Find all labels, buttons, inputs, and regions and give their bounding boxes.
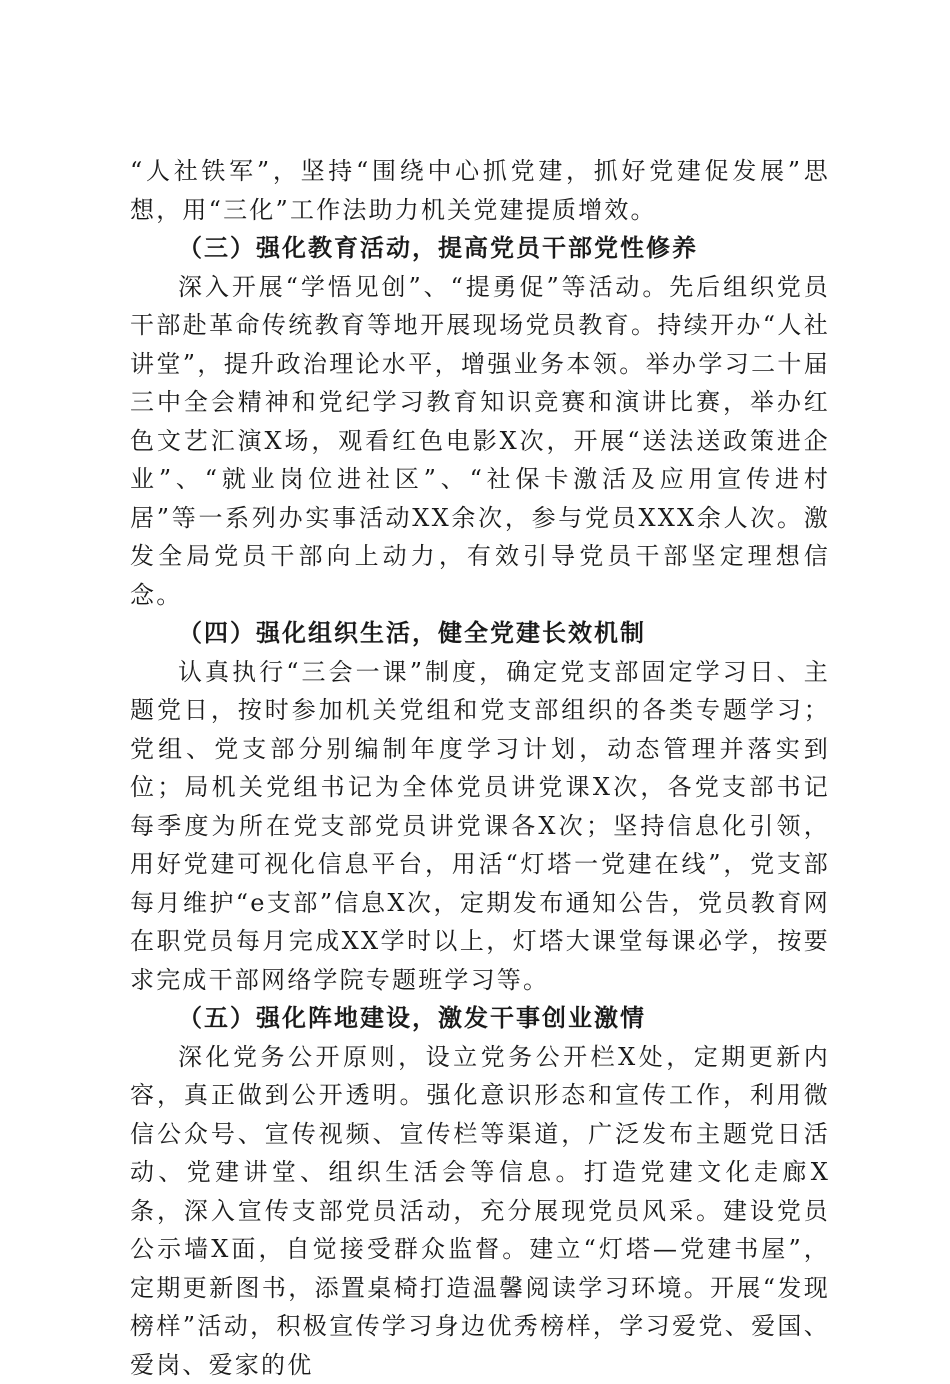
- document-body: [130, 152, 830, 1384]
- section-heading-3: （三）强化教育活动，提高党员干部党性修养: [130, 229, 830, 268]
- paragraph-education-activities: 深入开展“学悟见创”、“提勇促”等活动。先后组织党员干部赴革命传统教育等地开展现场党员教育。持续开办“人社讲堂”，提升政治理论水平，增强业务本领。举办学习二十届三中全会精神和党纪学习教育知识竞赛和演讲比赛，举办红色文艺汇演X场，观看红色电影X次，开展“送法送政策进企业”、“就业岗位进社区”、“社保卡激活及应用宣传进村居”等一系列办实事活动XX余次，参与党员XXX余人次。激发全局党员干部向上动力，有效引导党员干部坚定理想信念。: [130, 268, 830, 615]
- paragraph-intro-continued: “人社铁军”，坚持“围绕中心抓党建，抓好党建促发展”思想，用“三化”工作法助力机关党建提质增效。: [130, 152, 830, 229]
- section-heading-4: （四）强化组织生活，健全党建长效机制: [130, 614, 830, 653]
- paragraph-organization-life: 认真执行“三会一课”制度，确定党支部固定学习日、主题党日，按时参加机关党组和党支部组织的各类专题学习；党组、党支部分别编制年度学习计划，动态管理并落实到位；局机关党组书记为全体党员讲党课X次，各党支部书记每季度为所在党支部党员讲党课各X次；坚持信息化引领，用好党建可视化信息平台，用活“灯塔一党建在线”，党支部每月维护“e支部”信息X次，定期发布通知公告，党员教育网在职党员每月完成XX学时以上，灯塔大课堂每课必学，按要求完成干部网络学院专题班学习等。: [130, 653, 830, 1000]
- section-heading-5: （五）强化阵地建设，激发干事创业激情: [130, 999, 830, 1038]
- paragraph-position-building: 深化党务公开原则，设立党务公开栏X处，定期更新内容，真正做到公开透明。强化意识形态和宣传工作，利用微信公众号、宣传视频、宣传栏等渠道，广泛发布主题党日活动、党建讲堂、组织生活会等信息。打造党建文化走廊X条，深入宣传支部党员活动，充分展现党员风采。建设党员公示墙X面，自觉接受群众监督。建立“灯塔—党建书屋”，定期更新图书，添置桌椅打造温馨阅读学习环境。开展“发现榜样”活动，积极宣传学习身边优秀榜样，学习爱党、爱国、爱岗、爱家的优: [130, 1038, 830, 1384]
